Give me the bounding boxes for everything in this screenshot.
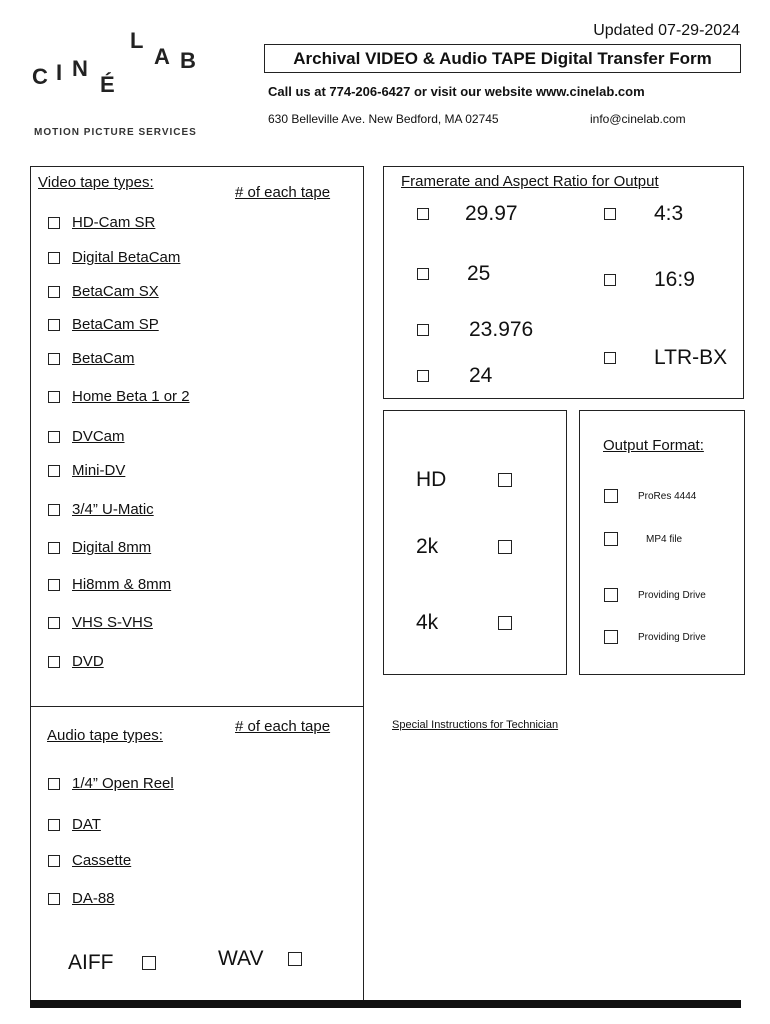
checkbox[interactable] bbox=[48, 504, 60, 516]
checkbox[interactable] bbox=[48, 217, 60, 229]
checkbox[interactable] bbox=[604, 532, 618, 546]
updated-date: Updated 07-29-2024 bbox=[593, 22, 740, 39]
logo-letter-e: É bbox=[100, 72, 115, 97]
video-item-label: VHS S-VHS bbox=[72, 614, 153, 631]
logo-letter-a: A bbox=[154, 44, 170, 69]
video-item-label: Digital BetaCam bbox=[72, 249, 181, 266]
video-item-label: DVD bbox=[72, 653, 104, 670]
checkbox[interactable] bbox=[48, 778, 60, 790]
logo-letter-c: C bbox=[32, 64, 48, 89]
checkbox[interactable] bbox=[288, 952, 302, 966]
checkbox[interactable] bbox=[48, 893, 60, 905]
checkbox[interactable] bbox=[604, 352, 616, 364]
output-label: Providing Drive bbox=[638, 631, 706, 643]
logo-letter-i: I bbox=[56, 60, 63, 85]
checkbox[interactable] bbox=[142, 956, 156, 970]
audio-item[interactable] bbox=[48, 890, 115, 907]
audio-item[interactable] bbox=[48, 775, 174, 792]
video-heading: Video tape types: bbox=[38, 174, 154, 191]
checkbox[interactable] bbox=[604, 274, 616, 286]
resolution-option[interactable] bbox=[416, 468, 524, 492]
video-item[interactable] bbox=[48, 388, 190, 405]
logo bbox=[28, 20, 208, 120]
aspect-option[interactable] bbox=[604, 346, 727, 370]
video-item-label: BetaCam bbox=[72, 350, 135, 367]
video-item-label: BetaCam SX bbox=[72, 283, 159, 300]
checkbox[interactable] bbox=[48, 542, 60, 554]
audio-format-label: AIFF bbox=[68, 951, 114, 974]
video-item[interactable] bbox=[48, 576, 171, 593]
video-count-heading: # of each tape bbox=[235, 184, 331, 201]
checkbox[interactable] bbox=[48, 286, 60, 298]
resolution-label: HD bbox=[416, 468, 447, 491]
resolution-label: 2k bbox=[416, 535, 439, 558]
video-item-label: HD-Cam SR bbox=[72, 214, 156, 231]
checkbox[interactable] bbox=[48, 431, 60, 443]
video-item[interactable] bbox=[48, 214, 155, 231]
audio-item[interactable] bbox=[48, 816, 101, 833]
checkbox[interactable] bbox=[417, 208, 429, 220]
output-option[interactable] bbox=[604, 630, 706, 644]
framerate-option[interactable] bbox=[417, 202, 518, 226]
email: info@cinelab.com bbox=[590, 112, 686, 126]
resolution-label: 4k bbox=[416, 611, 439, 634]
video-item[interactable] bbox=[48, 501, 154, 518]
resolution-option[interactable] bbox=[416, 611, 524, 635]
video-item[interactable] bbox=[48, 283, 159, 300]
framerate-option[interactable] bbox=[417, 262, 490, 286]
video-item[interactable] bbox=[48, 462, 125, 479]
video-item[interactable] bbox=[48, 249, 180, 266]
audio-heading: Audio tape types: bbox=[47, 727, 163, 744]
checkbox[interactable] bbox=[604, 630, 618, 644]
checkbox[interactable] bbox=[604, 208, 616, 220]
output-label: MP4 file bbox=[646, 533, 683, 545]
checkbox[interactable] bbox=[604, 489, 618, 503]
contact-line: Call us at 774-206-6427 or visit our website www.cinelab.com bbox=[268, 84, 645, 99]
framerate-label: 29.97 bbox=[465, 202, 518, 225]
checkbox[interactable] bbox=[498, 473, 512, 487]
logo-letter-n: N bbox=[72, 56, 88, 81]
video-item-label: 3/4” U-Matic bbox=[72, 501, 154, 518]
checkbox[interactable] bbox=[48, 319, 60, 331]
output-option[interactable] bbox=[604, 588, 706, 602]
checkbox[interactable] bbox=[417, 370, 429, 382]
output-heading: Output Format: bbox=[603, 437, 704, 454]
form-title: Archival VIDEO & Audio TAPE Digital Transfer Form bbox=[264, 44, 741, 73]
video-item-label: Home Beta 1 or 2 bbox=[72, 388, 190, 405]
audio-format-aiff[interactable] bbox=[68, 951, 168, 975]
aspect-option[interactable] bbox=[604, 268, 695, 292]
bottom-rule bbox=[30, 1000, 741, 1008]
checkbox[interactable] bbox=[48, 656, 60, 668]
checkbox[interactable] bbox=[498, 540, 512, 554]
logo-letter-b: B bbox=[180, 48, 196, 73]
output-label: Providing Drive bbox=[638, 589, 706, 601]
checkbox[interactable] bbox=[48, 391, 60, 403]
audio-item-label: 1/4” Open Reel bbox=[72, 775, 174, 792]
audio-item-label: DA-88 bbox=[72, 890, 115, 907]
aspect-label: 4:3 bbox=[654, 202, 684, 225]
checkbox[interactable] bbox=[48, 819, 60, 831]
special-instructions-heading: Special Instructions for Technician bbox=[392, 719, 559, 731]
logo-subtitle: MOTION PICTURE SERVICES bbox=[34, 127, 197, 138]
aspect-option[interactable] bbox=[604, 202, 683, 226]
checkbox[interactable] bbox=[48, 465, 60, 477]
checkbox[interactable] bbox=[498, 616, 512, 630]
audio-item[interactable] bbox=[48, 852, 131, 869]
checkbox[interactable] bbox=[48, 617, 60, 629]
aspect-label: LTR-BX bbox=[654, 346, 728, 369]
video-item[interactable] bbox=[48, 653, 104, 670]
audio-format-wav[interactable] bbox=[218, 947, 314, 971]
checkbox[interactable] bbox=[48, 579, 60, 591]
audio-count-heading: # of each tape bbox=[235, 718, 331, 735]
framerate-option[interactable] bbox=[417, 318, 533, 342]
checkbox[interactable] bbox=[417, 268, 429, 280]
video-item-label: Mini-DV bbox=[72, 462, 126, 479]
audio-item-label: DAT bbox=[72, 816, 101, 833]
video-item-label: BetaCam SP bbox=[72, 316, 159, 333]
audio-item-label: Cassette bbox=[72, 852, 132, 869]
framerate-label: 24 bbox=[469, 364, 493, 387]
resolution-option[interactable] bbox=[416, 535, 524, 559]
output-label: ProRes 4444 bbox=[638, 490, 697, 502]
framerate-heading: Framerate and Aspect Ratio for Output bbox=[401, 173, 659, 190]
address: 630 Belleville Ave. New Bedford, MA 02745 bbox=[268, 112, 499, 126]
aspect-label: 16:9 bbox=[654, 268, 695, 291]
video-item[interactable] bbox=[48, 614, 153, 631]
logo-letter-l: L bbox=[130, 28, 144, 53]
checkbox[interactable] bbox=[48, 353, 60, 365]
framerate-label: 25 bbox=[467, 262, 491, 285]
video-item[interactable] bbox=[48, 350, 135, 367]
video-item-label: Digital 8mm bbox=[72, 539, 152, 556]
video-item-label: Hi8mm & 8mm bbox=[72, 576, 172, 593]
framerate-option[interactable] bbox=[417, 364, 492, 388]
checkbox[interactable] bbox=[417, 324, 429, 336]
checkbox[interactable] bbox=[48, 252, 60, 264]
output-option[interactable] bbox=[604, 489, 696, 503]
video-item[interactable] bbox=[48, 428, 125, 445]
video-item[interactable] bbox=[48, 539, 151, 556]
output-option[interactable] bbox=[604, 532, 682, 546]
special-instructions-area[interactable] bbox=[383, 740, 743, 995]
audio-format-label: WAV bbox=[218, 947, 264, 970]
checkbox[interactable] bbox=[604, 588, 618, 602]
video-item[interactable] bbox=[48, 316, 159, 333]
framerate-label: 23.976 bbox=[469, 318, 534, 341]
checkbox[interactable] bbox=[48, 855, 60, 867]
video-item-label: DVCam bbox=[72, 428, 125, 445]
